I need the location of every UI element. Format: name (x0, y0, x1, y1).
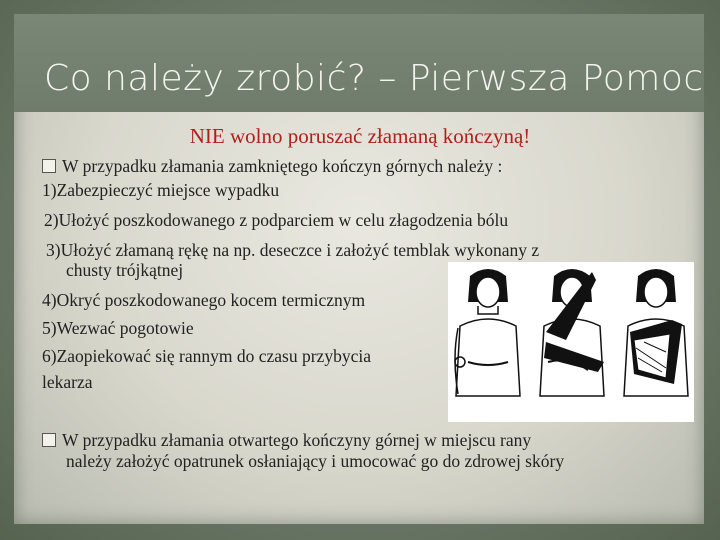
sling-illustration (448, 262, 694, 422)
bullet-icon (42, 159, 56, 173)
sling-figures-svg (448, 262, 694, 422)
step-3: 3)Ułożyć złamaną rękę na np. deseczce i założyć temblak wykonany z (46, 240, 540, 260)
step-1: 1)Zabezpieczyć miejsce wypadku (42, 180, 280, 200)
bullet-1-text: W przypadku złamania zamkniętego kończyn górnych należy : (62, 156, 503, 176)
slide-subtitle: NIE wolno poruszać złamaną kończyną! (189, 124, 531, 148)
slide-title: Co należy zrobić? – Pierwsza Pomoc (44, 58, 704, 99)
bullet-item-2 (42, 430, 531, 451)
step-5: 5)Wezwać pogotowie (42, 318, 194, 338)
bullet-item-1 (42, 156, 502, 177)
bullet-2-line-2: należy założyć opatrunek osłaniający i umocować go do zdrowej skóry (66, 451, 565, 471)
figure-3 (624, 269, 688, 396)
bullet-2-line-1: W przypadku złamania otwartego kończyny górnej w miejscu rany (62, 430, 532, 450)
step-4: 4)Okryć poszkodowanego kocem termicznym (42, 290, 366, 310)
step-3-continued: chusty trójkątnej (66, 260, 184, 280)
step-6-continued: lekarza (42, 372, 93, 392)
step-6: 6)Zaopiekować się rannym do czasu przybycia (42, 346, 371, 366)
step-2: 2)Ułożyć poszkodowanego z podparciem w celu złagodzenia bólu (44, 210, 509, 230)
figure-1 (455, 269, 520, 396)
bullet-icon (42, 433, 56, 447)
figure-2 (540, 269, 604, 396)
